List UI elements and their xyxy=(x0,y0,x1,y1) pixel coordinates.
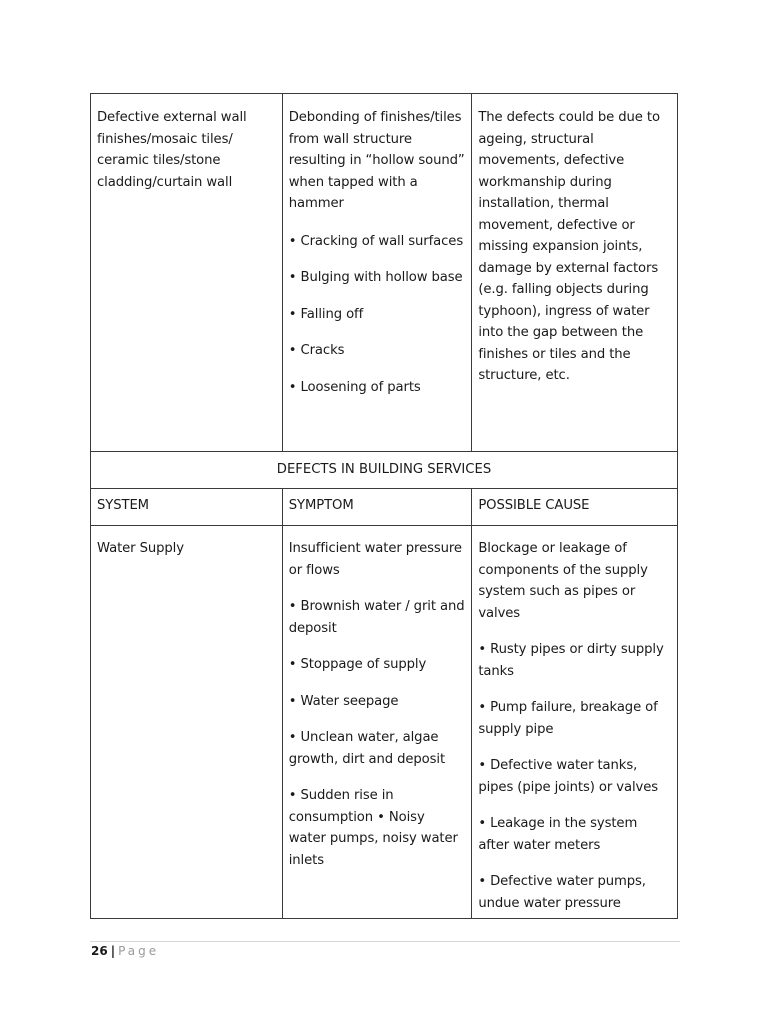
symptom-intro: Insufficient water pressure or flows xyxy=(288,541,462,578)
item-text: Defective external wall finishes/mosaic tiles/ ceramic tiles/stone cladding/curtain wall xyxy=(97,110,247,190)
cause-cell xyxy=(472,526,678,919)
symptom-cell xyxy=(282,526,472,919)
footer-divider xyxy=(90,941,680,942)
header-system: SYSTEM xyxy=(91,489,283,526)
column-header-row xyxy=(91,489,678,526)
list-item: • Cracks xyxy=(288,343,345,358)
cause-intro: Blockage or leakage of components of the supply system such as pipes or valves xyxy=(478,541,648,621)
section-title: DEFECTS IN BUILDING SERVICES xyxy=(276,462,492,477)
footer-separator: | xyxy=(110,944,116,958)
list-item: • Defective water tanks, pipes (pipe joints) or valves xyxy=(478,758,659,795)
list-item: • Brownish water / grit and deposit xyxy=(288,599,465,636)
page-footer xyxy=(91,943,159,959)
list-item: • Unclean water, algae growth, dirt and deposit xyxy=(288,730,446,767)
list-item: • Water seepage xyxy=(288,693,399,709)
header-possible-cause: POSSIBLE CAUSE xyxy=(472,489,678,526)
page-number: 26 xyxy=(91,944,108,958)
list-item: • Cracking of wall surfaces xyxy=(288,233,464,249)
cause-text: The defects could be due to ageing, structural movements, defective workmanship during installation, thermal movement, defective or missing expansion joints, damage by external factors (e.g. falling objects during typhoon), ingress of water into the gap between the finishes or tiles and the structure, etc. xyxy=(478,110,660,383)
symptom-list xyxy=(289,596,466,871)
table-row-water-supply xyxy=(91,526,678,919)
defects-table xyxy=(90,93,678,919)
page-label: Page xyxy=(118,944,160,958)
cause-cell xyxy=(472,94,678,452)
cause-list xyxy=(478,639,671,914)
list-item: • Loosening of parts xyxy=(288,379,421,395)
list-item: • Rusty pipes or dirty supply tanks xyxy=(478,642,664,679)
header-symptom: SYMPTOM xyxy=(282,489,472,526)
system-cell xyxy=(91,526,283,919)
system-text: Water Supply xyxy=(97,541,184,556)
symptom-cell xyxy=(282,94,472,452)
section-title-cell xyxy=(91,452,678,489)
list-item: • Falling off xyxy=(288,306,364,322)
list-item: • Pump failure, breakage of supply pipe xyxy=(478,700,658,737)
list-item: • Sudden rise in consumption • Noisy water pumps, noisy water inlets xyxy=(288,788,458,868)
symptom-list xyxy=(289,231,466,399)
list-item: • Defective water pumps, undue water pressure xyxy=(478,874,646,911)
symptom-intro: Debonding of finishes/tiles from wall structure resulting in “hollow sound” when tapped with a hammer xyxy=(288,110,465,211)
list-item: • Leakage in the system after water meters xyxy=(478,816,638,853)
table-row-external-wall xyxy=(91,94,678,452)
list-item: • Stoppage of supply xyxy=(288,657,427,672)
item-cell xyxy=(91,94,283,452)
section-title-row xyxy=(91,452,678,489)
list-item: • Bulging with hollow base xyxy=(288,270,463,285)
